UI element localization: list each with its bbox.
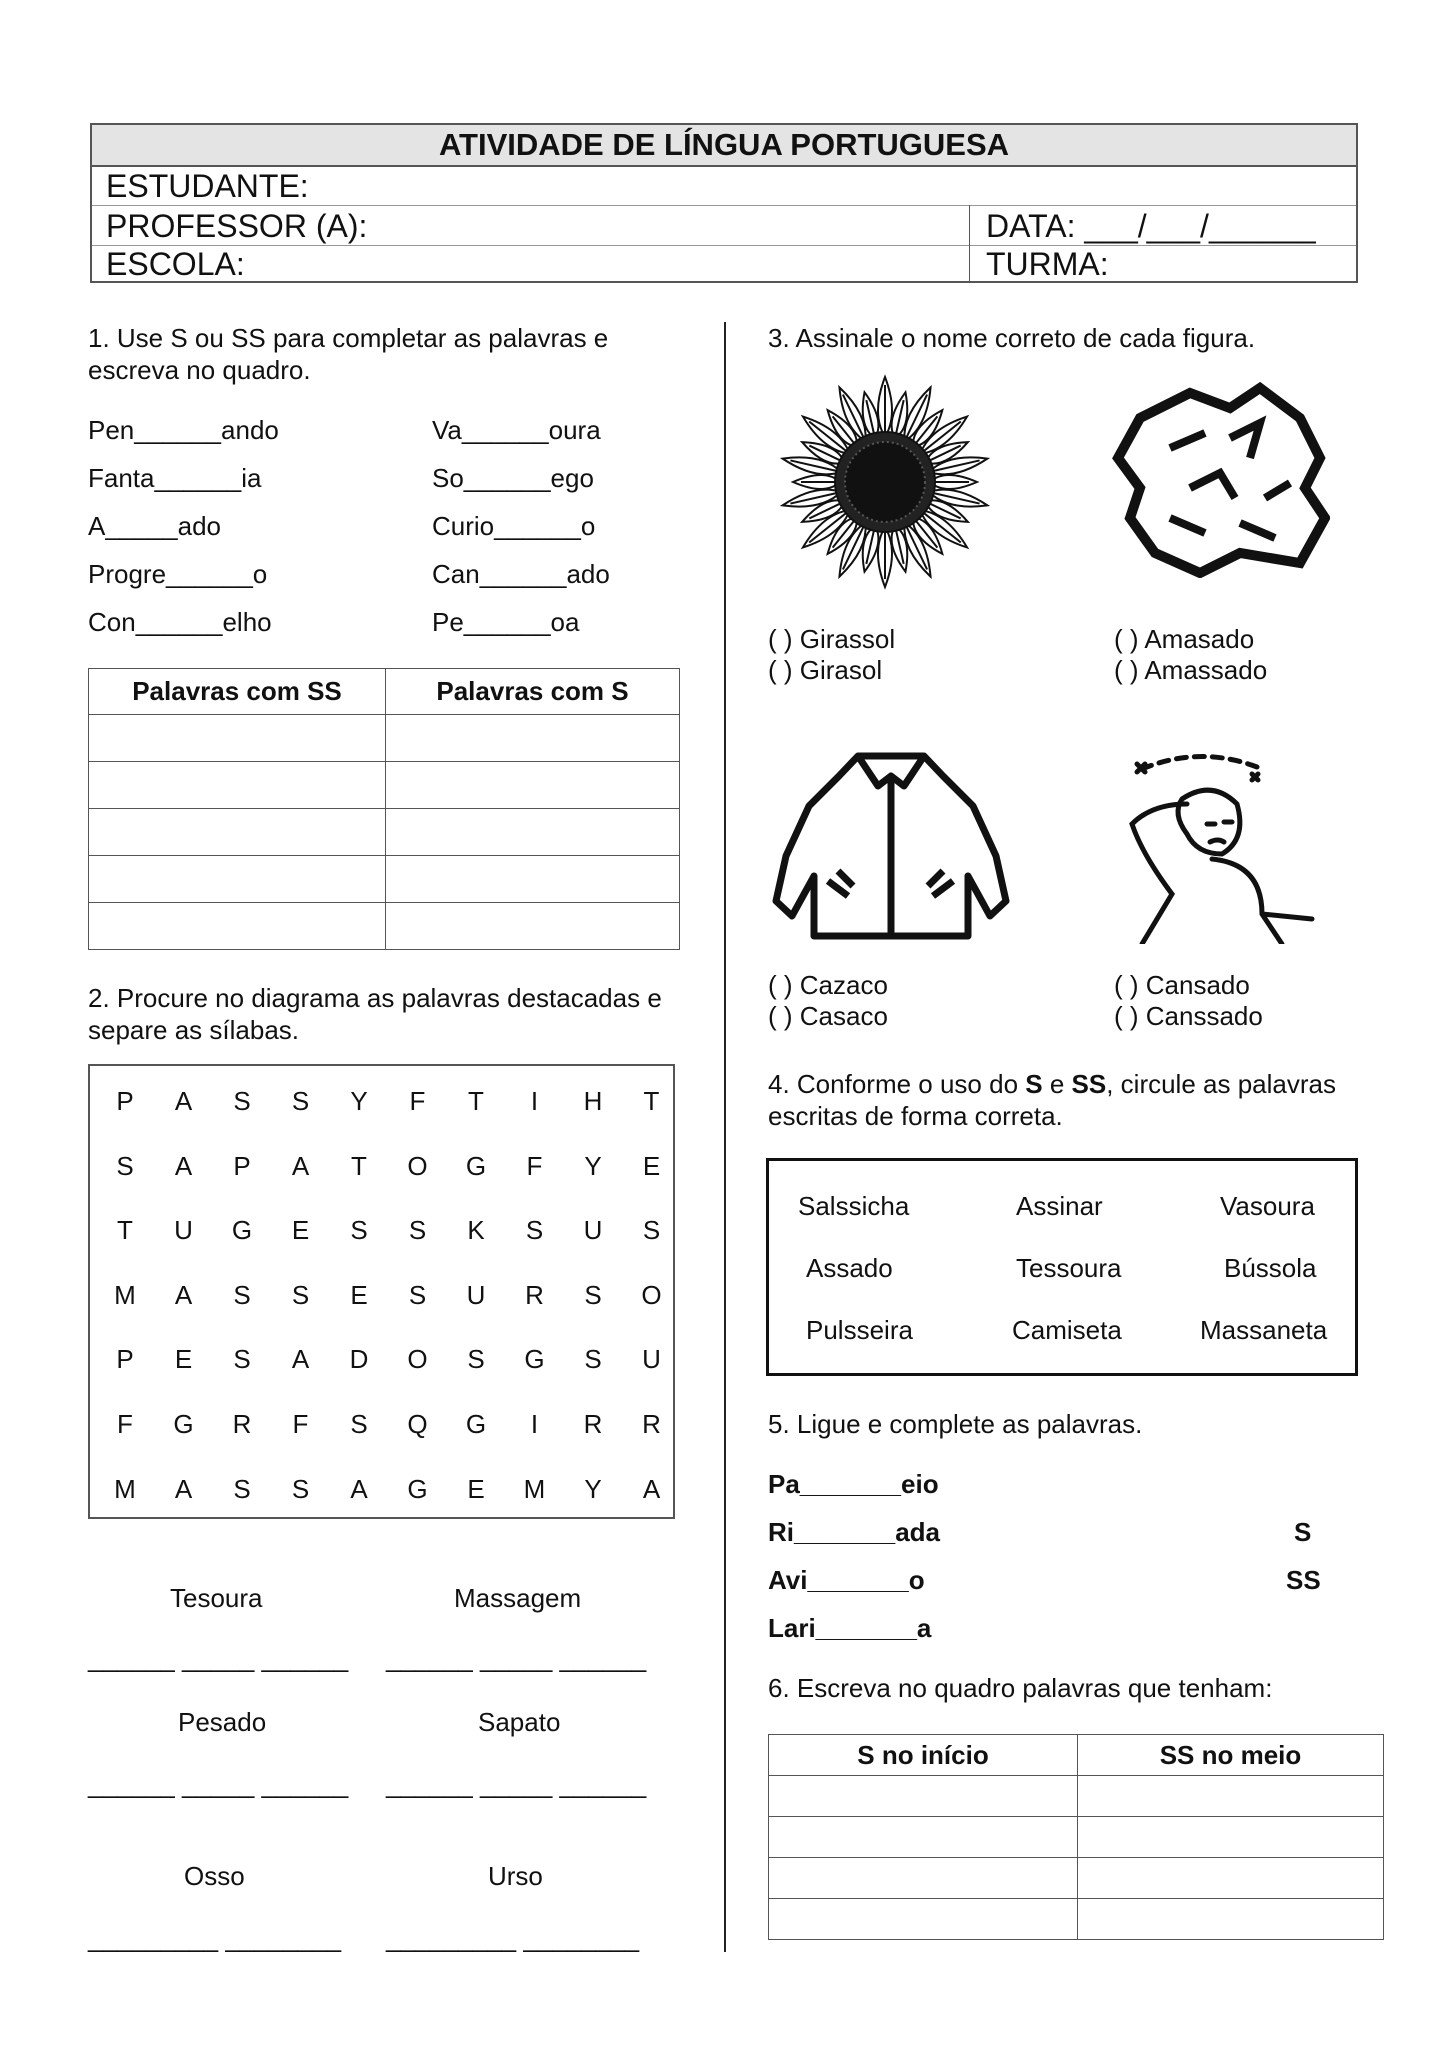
word-search-letter[interactable]: G (173, 1409, 194, 1439)
word-search-letter[interactable]: F (409, 1086, 426, 1116)
label-estudante: ESTUDANTE: (106, 168, 309, 204)
q3-instruction: 3. Assinale o nome correto de cada figura. (768, 323, 1256, 353)
column-divider (724, 322, 726, 1952)
jacket-icon (768, 746, 1014, 946)
word-search-letter[interactable]: A (174, 1279, 193, 1310)
word-search-letter[interactable]: R (232, 1409, 252, 1439)
q1-instruction-2: escreva no quadro. (88, 355, 311, 385)
q5-word[interactable]: Avi_______o (768, 1565, 925, 1595)
q1-word: Progre______o (88, 559, 268, 589)
word-search-letter[interactable]: E (350, 1279, 368, 1310)
q1-word: Pen______ando (88, 415, 279, 445)
word-search-letter[interactable]: U (466, 1279, 486, 1310)
word-search-letter[interactable]: T (468, 1086, 484, 1116)
q4-text: 4. Conforme o uso do (768, 1069, 1026, 1099)
word-search-letter[interactable]: Y (584, 1473, 602, 1504)
q2-word: Sapato (478, 1707, 561, 1737)
word-search-letter[interactable]: S (233, 1473, 251, 1504)
q4-instruction (768, 1068, 1336, 1100)
q1-cell[interactable] (89, 856, 386, 903)
q2-blank[interactable]: ______ _____ ______ (88, 1643, 349, 1673)
q2-word: Urso (488, 1861, 543, 1891)
word-search-letter[interactable]: R (583, 1409, 603, 1439)
word-search-letter[interactable]: G (407, 1473, 428, 1504)
q1-header-ss: Palavras com SS (89, 669, 386, 715)
word-search-letter[interactable]: I (530, 1086, 539, 1116)
q6-header-ss: SS no meio (1078, 1735, 1384, 1776)
word-search-letter[interactable]: S (584, 1279, 602, 1310)
q1-cell[interactable] (89, 809, 386, 856)
q3-option[interactable]: ( ) Girasol (768, 655, 883, 685)
q1-word: Pe______oa (432, 607, 580, 637)
word-search-letter[interactable]: O (407, 1344, 428, 1375)
q6-cell[interactable] (769, 1776, 1078, 1817)
word-search-letter[interactable]: E (291, 1215, 310, 1246)
word-search-letter[interactable]: E (467, 1473, 485, 1504)
word-search-letter[interactable]: O (407, 1150, 428, 1181)
word-search-letter[interactable]: F (117, 1409, 133, 1439)
word-search-letter[interactable]: S (467, 1344, 485, 1375)
word-search-letter[interactable]: E (642, 1150, 661, 1181)
word-search-letter[interactable]: P (116, 1344, 134, 1375)
label-turma: TURMA: (986, 246, 1109, 282)
word-search-letter[interactable]: Q (407, 1409, 428, 1439)
header-box (90, 123, 1358, 283)
q4-word[interactable]: Tessoura (1016, 1253, 1122, 1283)
q1-word: Curio______o (432, 511, 596, 541)
label-data: DATA: ___/___/______ (986, 208, 1316, 244)
word-search-letter[interactable]: S (350, 1215, 368, 1246)
word-search-letter[interactable]: E (174, 1344, 193, 1375)
word-search-letter[interactable]: T (351, 1150, 367, 1181)
word-search-grid (88, 1064, 675, 1519)
q1-line1: 1. Use S ou SS para completar as palavras e (88, 323, 609, 353)
header-divider (969, 205, 970, 283)
label-professor: PROFESSOR (A): (106, 208, 368, 244)
word-search-letter[interactable]: G (465, 1150, 487, 1181)
q1-cell[interactable] (89, 715, 386, 762)
word-search-letter[interactable]: S (291, 1086, 310, 1116)
q1-cell[interactable] (386, 715, 680, 762)
word-search-letter[interactable]: G (231, 1215, 253, 1246)
word-search-letter[interactable]: Y (584, 1150, 602, 1181)
word-search-letter[interactable]: M (114, 1473, 136, 1504)
q2-word: Massagem (454, 1583, 582, 1613)
word-search-letter[interactable]: S (233, 1086, 251, 1116)
word-search-letter[interactable]: U (583, 1215, 603, 1246)
q1-cell[interactable] (89, 762, 386, 809)
q1-cell[interactable] (386, 856, 680, 903)
q3-option[interactable]: ( ) Cazaco (768, 970, 888, 1000)
word-search-letter[interactable]: A (291, 1150, 310, 1181)
q6-cell[interactable] (1078, 1858, 1384, 1899)
crumpled-paper-icon (1110, 378, 1330, 578)
q5-word[interactable]: Lari_______a (768, 1613, 932, 1643)
q6-cell[interactable] (769, 1899, 1078, 1940)
q4-text: SS (1071, 1069, 1107, 1099)
q2-word: Pesado (178, 1707, 267, 1737)
word-search-letter[interactable]: R (642, 1409, 661, 1439)
q6-cell[interactable] (1078, 1899, 1384, 1940)
word-search-letter[interactable]: S (233, 1279, 251, 1310)
word-search-letter[interactable]: S (291, 1473, 310, 1504)
q1-word: Con______elho (88, 607, 272, 637)
word-search-letter[interactable]: S (116, 1150, 134, 1181)
word-search-letter[interactable]: A (174, 1086, 193, 1116)
q1-word: Va______oura (432, 415, 601, 445)
q4-word[interactable]: Camiseta (1012, 1315, 1122, 1345)
q4-word[interactable]: Bússola (1224, 1253, 1317, 1283)
word-search-letter[interactable]: Y (350, 1086, 368, 1116)
q6-table (768, 1734, 1384, 1940)
q2-blank[interactable]: _________ ________ (386, 1923, 640, 1953)
q4-text: , circule as palavras (1106, 1069, 1336, 1099)
q1-word: So______ego (432, 463, 594, 493)
word-search-letter[interactable]: U (174, 1215, 193, 1246)
q2-blank[interactable]: ______ _____ ______ (88, 1769, 349, 1799)
word-search-letter[interactable]: P (116, 1086, 134, 1116)
q5-instruction: 5. Ligue e complete as palavras. (768, 1409, 1143, 1439)
q6-cell[interactable] (1078, 1817, 1384, 1858)
q1-word: Fanta______ia (88, 463, 262, 493)
q2-word: Tesoura (170, 1583, 263, 1613)
word-search-letter[interactable]: G (524, 1344, 545, 1375)
word-search-letter[interactable]: I (530, 1409, 539, 1439)
word-search-letter[interactable]: S (233, 1344, 251, 1375)
q2-instruction-2: separe as sílabas. (88, 1015, 300, 1045)
q5-word[interactable]: Ri_______ada (768, 1517, 941, 1547)
sunflower-icon (770, 372, 1000, 592)
word-search-letter[interactable]: O (641, 1279, 662, 1310)
q4-word[interactable]: Massaneta (1200, 1315, 1328, 1345)
word-search-letter[interactable]: T (643, 1086, 660, 1116)
q1-word: Can______ado (432, 559, 610, 589)
word-search-letter[interactable]: A (291, 1344, 310, 1375)
q4-word[interactable]: Vasoura (1220, 1191, 1315, 1221)
word-search-letter[interactable]: P (233, 1150, 251, 1181)
word-search-letter[interactable]: S (408, 1279, 427, 1310)
word-search-letter[interactable]: A (174, 1473, 193, 1504)
word-search-letter[interactable]: H (583, 1086, 603, 1116)
word-search-letter[interactable]: R (525, 1279, 544, 1310)
q3-option[interactable]: ( ) Amasado (1114, 624, 1255, 654)
q1-cell[interactable] (386, 809, 680, 856)
q6-cell[interactable] (769, 1858, 1078, 1899)
q1-instruction (88, 322, 608, 354)
word-search-letter[interactable]: A (174, 1150, 193, 1181)
word-search-letter[interactable]: T (117, 1215, 133, 1246)
word-search-letter[interactable]: S (291, 1279, 310, 1310)
q4-text: e (1042, 1069, 1072, 1099)
word-search-letter[interactable]: A (642, 1473, 661, 1504)
word-search-letter[interactable]: F (292, 1409, 309, 1439)
q6-instruction: 6. Escreva no quadro palavras que tenham: (768, 1673, 1273, 1703)
q3-option[interactable]: ( ) Canssado (1114, 1001, 1263, 1031)
word-search-letter[interactable]: S (642, 1215, 661, 1246)
word-search-letter[interactable]: M (114, 1279, 136, 1310)
word-search-letter[interactable]: D (349, 1344, 369, 1375)
tired-person-icon (1112, 744, 1332, 944)
q2-blank[interactable]: ______ _____ ______ (386, 1643, 647, 1673)
q4-word[interactable]: Assinar (1016, 1191, 1103, 1221)
q4-word[interactable]: Assado (806, 1253, 893, 1283)
word-search-letter[interactable]: U (642, 1344, 661, 1375)
q1-cell[interactable] (89, 903, 386, 950)
q2-blank[interactable]: _________ ________ (88, 1923, 342, 1953)
word-search-letter[interactable]: F (526, 1150, 543, 1181)
q2-word: Osso (184, 1861, 245, 1891)
word-search-letter[interactable]: S (408, 1215, 427, 1246)
q2-instruction: 2. Procure no diagrama as palavras destacadas e (88, 983, 662, 1013)
q2-blank[interactable]: ______ _____ ______ (386, 1769, 647, 1799)
q1-cell[interactable] (386, 903, 680, 950)
word-search-letter[interactable]: S (350, 1409, 368, 1439)
q4-text: S (1025, 1069, 1043, 1099)
q1-word: A_____ado (88, 511, 222, 541)
word-search-letter[interactable]: K (467, 1215, 485, 1246)
q5-option-s[interactable]: S (1294, 1517, 1312, 1547)
q4-word[interactable]: Salssicha (798, 1191, 910, 1221)
q1-header-s: Palavras com S (386, 669, 680, 715)
q6-cell[interactable] (769, 1817, 1078, 1858)
q3-option[interactable]: ( ) Girassol (768, 624, 896, 654)
word-search-letter[interactable]: S (525, 1215, 544, 1246)
q5-word[interactable]: Pa_______eio (768, 1469, 939, 1499)
word-search-letter[interactable]: A (350, 1473, 368, 1504)
q3-option[interactable]: ( ) Casaco (768, 1001, 888, 1031)
label-escola: ESCOLA: (106, 246, 245, 282)
word-search-letter[interactable]: G (465, 1409, 487, 1439)
q1-cell[interactable] (386, 762, 680, 809)
worksheet-title: ATIVIDADE DE LÍNGUA PORTUGUESA (92, 125, 1356, 167)
q5-option-ss[interactable]: SS (1286, 1565, 1321, 1595)
q4-word[interactable]: Pulsseira (806, 1315, 913, 1345)
q4-instruction-2: escritas de forma correta. (768, 1101, 1063, 1131)
q3-option[interactable]: ( ) Cansado (1114, 970, 1250, 1000)
word-search-letter[interactable]: S (584, 1344, 602, 1375)
q6-header-s: S no início (769, 1735, 1078, 1776)
q1-table (88, 668, 680, 950)
word-search-letter[interactable]: M (523, 1473, 546, 1504)
q3-option[interactable]: ( ) Amassado (1114, 655, 1268, 685)
q6-cell[interactable] (1078, 1776, 1384, 1817)
